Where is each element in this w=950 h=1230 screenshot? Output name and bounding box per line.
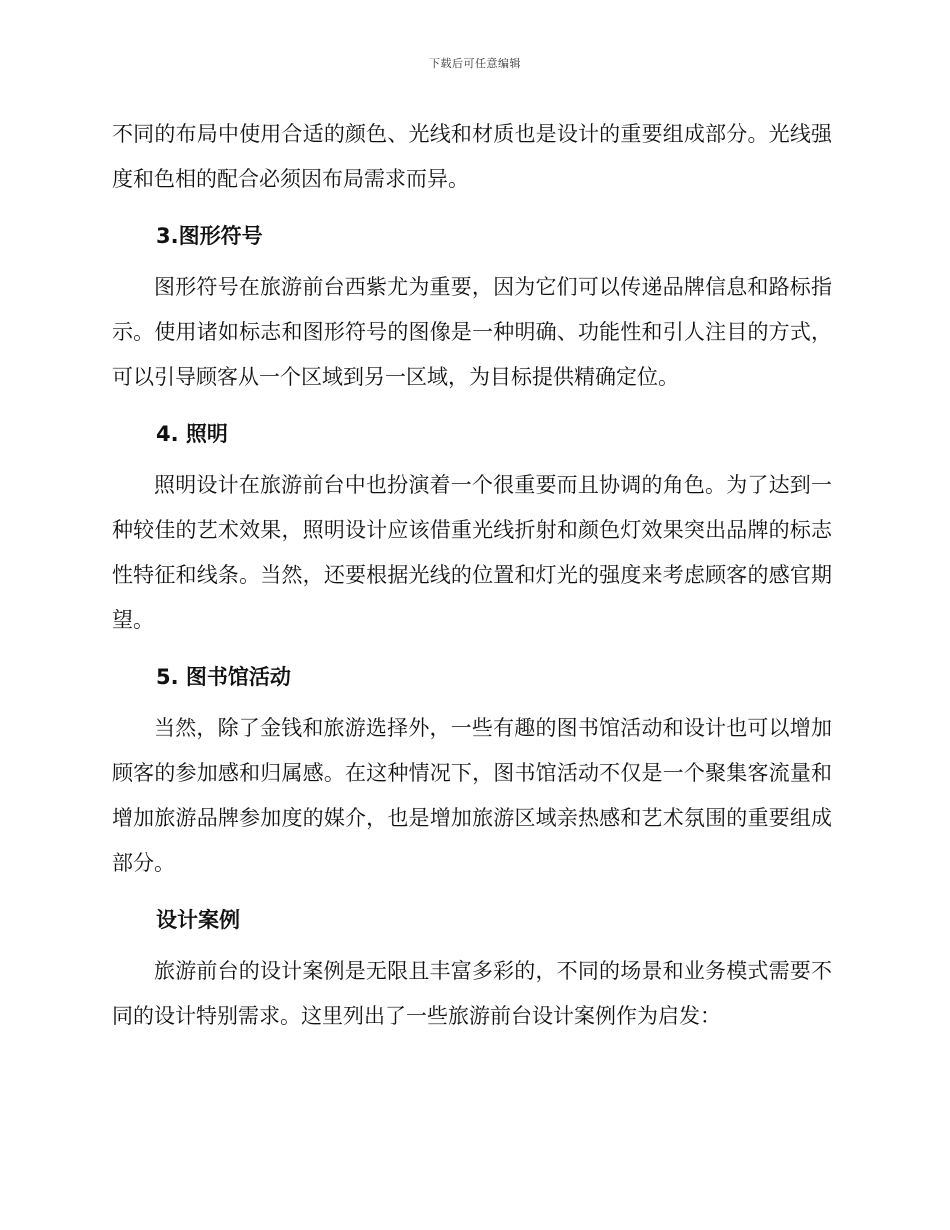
library-activities-paragraph: 当然，除了金钱和旅游选择外，一些有趣的图书馆活动和设计也可以增加顾客的参加感和归属感。在这种情况下，图书馆活动不仅是一个聚集客流量和增加旅游品牌参加度的媒介，也是增加旅游区域亲热感和艺术氛围的重要组成部分。 xyxy=(112,716,832,875)
document-body xyxy=(112,112,832,1039)
section-heading-graphic-symbols: 3.图形符号 xyxy=(156,224,263,248)
page-header: 下载后可任意编辑 xyxy=(429,57,521,70)
graphic-symbols-paragraph: 图形符号在旅游前台西紫尤为重要，因为它们可以传递品牌信息和路标指示。使用诸如标志和图形符号的图像是一种明确、功能性和引人注目的方式，可以引导顾客从一个区域到另一区域，为目标提供精确定位。 xyxy=(112,275,832,389)
design-cases-paragraph: 旅游前台的设计案例是无限且丰富多彩的，不同的场景和业务模式需要不同的设计特别需求。这里列出了一些旅游前台设计案例作为启发： xyxy=(112,959,832,1028)
lighting-paragraph: 照明设计在旅游前台中也扮演着一个很重要而且协调的角色。为了达到一种较佳的艺术效果，照明设计应该借重光线折射和颜色灯效果突出品牌的标志性特征和线条。当然，还要根据光线的位置和灯光的强度来考虑顾客的感官期望。 xyxy=(112,473,832,632)
section-heading-lighting: 4. 照明 xyxy=(156,422,228,446)
intro-paragraph: 不同的布局中使用合适的颜色、光线和材质也是设计的重要组成部分。光线强度和色相的配合必须因布局需求而异。 xyxy=(112,122,832,191)
section-heading-design-cases: 设计案例 xyxy=(156,908,240,932)
section-heading-library-activities: 5. 图书馆活动 xyxy=(156,665,291,689)
